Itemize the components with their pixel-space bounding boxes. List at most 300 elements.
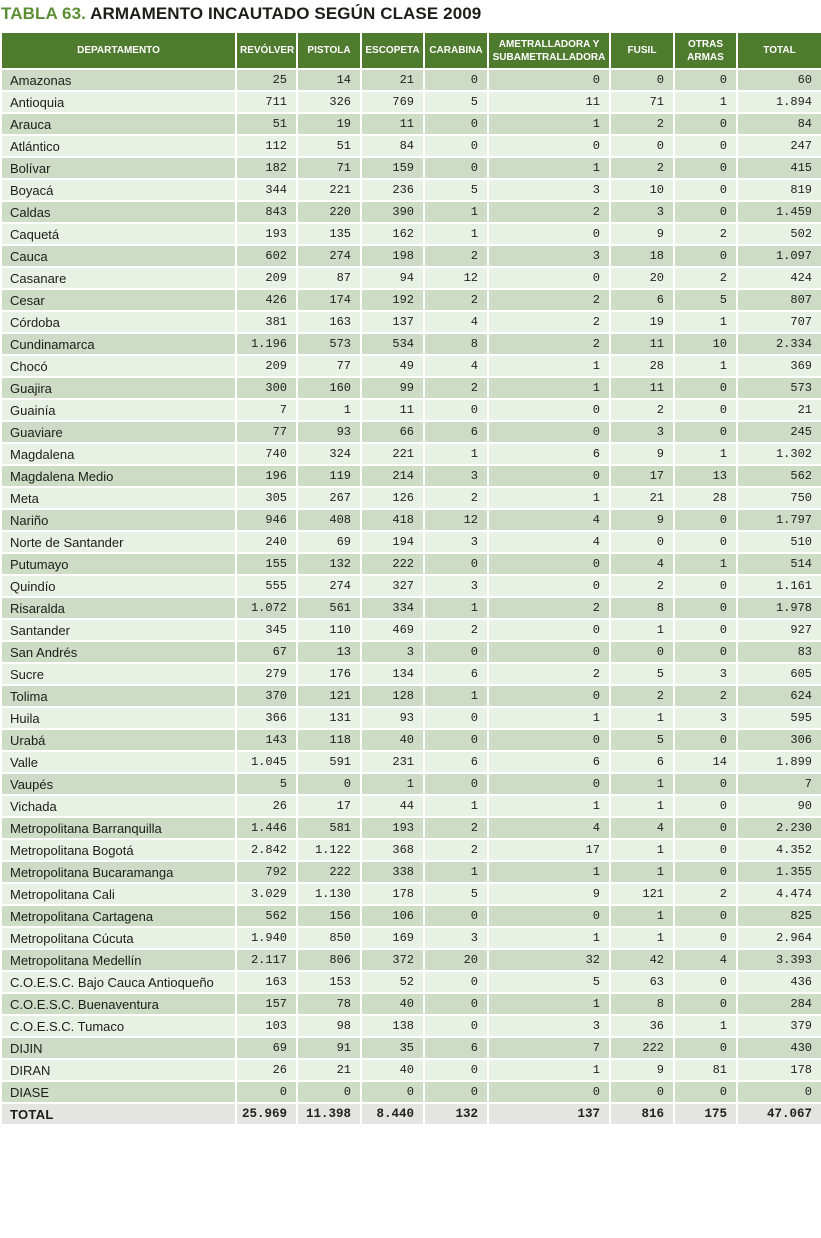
value-cell: 0 xyxy=(236,1081,297,1103)
value-cell: 2.842 xyxy=(236,839,297,861)
value-cell: 14 xyxy=(674,751,737,773)
value-cell: 573 xyxy=(737,377,821,399)
table-row xyxy=(1,707,821,729)
value-cell: 1 xyxy=(610,707,674,729)
value-cell: 5 xyxy=(424,179,488,201)
value-cell: 4 xyxy=(488,817,610,839)
value-cell: 510 xyxy=(737,531,821,553)
value-cell: 42 xyxy=(610,949,674,971)
value-cell: 21 xyxy=(737,399,821,421)
value-cell: 8 xyxy=(610,597,674,619)
value-cell: 137 xyxy=(488,1103,610,1125)
table-row xyxy=(1,421,821,443)
column-header: REVÓLVER xyxy=(236,32,297,69)
value-cell: 0 xyxy=(674,575,737,597)
value-cell: 591 xyxy=(297,751,361,773)
value-cell: 178 xyxy=(737,1059,821,1081)
value-cell: 3 xyxy=(424,465,488,487)
value-cell: 2.230 xyxy=(737,817,821,839)
value-cell: 132 xyxy=(424,1103,488,1125)
value-cell: 534 xyxy=(361,333,424,355)
value-cell: 819 xyxy=(737,179,821,201)
value-cell: 3 xyxy=(361,641,424,663)
department-cell: Metropolitana Cúcuta xyxy=(1,927,236,949)
column-header: FUSIL xyxy=(610,32,674,69)
value-cell: 2 xyxy=(488,597,610,619)
value-cell: 1.130 xyxy=(297,883,361,905)
value-cell: 0 xyxy=(674,971,737,993)
value-cell: 5 xyxy=(424,883,488,905)
value-cell: 40 xyxy=(361,729,424,751)
table-row xyxy=(1,1081,821,1103)
table-row xyxy=(1,817,821,839)
value-cell: 77 xyxy=(236,421,297,443)
value-cell: 110 xyxy=(297,619,361,641)
value-cell: 20 xyxy=(424,949,488,971)
value-cell: 305 xyxy=(236,487,297,509)
value-cell: 0 xyxy=(674,641,737,663)
value-cell: 7 xyxy=(488,1037,610,1059)
value-cell: 0 xyxy=(674,69,737,91)
table-row xyxy=(1,575,821,597)
value-cell: 561 xyxy=(297,597,361,619)
value-cell: 84 xyxy=(361,135,424,157)
value-cell: 69 xyxy=(297,531,361,553)
value-cell: 8 xyxy=(610,993,674,1015)
value-cell: 220 xyxy=(297,201,361,223)
value-cell: 740 xyxy=(236,443,297,465)
value-cell: 1 xyxy=(488,861,610,883)
value-cell: 430 xyxy=(737,1037,821,1059)
department-cell: Caquetá xyxy=(1,223,236,245)
table-row xyxy=(1,839,821,861)
table-row xyxy=(1,641,821,663)
department-cell: Vaupés xyxy=(1,773,236,795)
value-cell: 47.067 xyxy=(737,1103,821,1125)
value-cell: 850 xyxy=(297,927,361,949)
value-cell: 163 xyxy=(236,971,297,993)
value-cell: 0 xyxy=(674,619,737,641)
department-cell: Metropolitana Bucaramanga xyxy=(1,861,236,883)
value-cell: 11 xyxy=(610,377,674,399)
value-cell: 36 xyxy=(610,1015,674,1037)
value-cell: 118 xyxy=(297,729,361,751)
value-cell: 21 xyxy=(361,69,424,91)
value-cell: 0 xyxy=(488,685,610,707)
value-cell: 1 xyxy=(361,773,424,795)
value-cell: 21 xyxy=(610,487,674,509)
value-cell: 0 xyxy=(610,641,674,663)
value-cell: 1 xyxy=(488,993,610,1015)
value-cell: 1 xyxy=(610,905,674,927)
value-cell: 2.964 xyxy=(737,927,821,949)
table-row xyxy=(1,949,821,971)
value-cell: 2 xyxy=(488,289,610,311)
value-cell: 83 xyxy=(737,641,821,663)
value-cell: 163 xyxy=(297,311,361,333)
value-cell: 381 xyxy=(236,311,297,333)
value-cell: 222 xyxy=(297,861,361,883)
value-cell: 2 xyxy=(424,377,488,399)
value-cell: 9 xyxy=(610,1059,674,1081)
value-cell: 128 xyxy=(361,685,424,707)
value-cell: 192 xyxy=(361,289,424,311)
value-cell: 415 xyxy=(737,157,821,179)
value-cell: 3 xyxy=(424,927,488,949)
value-cell: 0 xyxy=(488,619,610,641)
value-cell: 4 xyxy=(424,311,488,333)
value-cell: 1 xyxy=(424,223,488,245)
department-cell: Norte de Santander xyxy=(1,531,236,553)
value-cell: 3 xyxy=(488,179,610,201)
value-cell: 221 xyxy=(361,443,424,465)
value-cell: 0 xyxy=(674,817,737,839)
table-row xyxy=(1,663,821,685)
value-cell: 3 xyxy=(674,663,737,685)
value-cell: 194 xyxy=(361,531,424,553)
value-cell: 806 xyxy=(297,949,361,971)
department-cell: Metropolitana Cartagena xyxy=(1,905,236,927)
value-cell: 209 xyxy=(236,267,297,289)
value-cell: 222 xyxy=(361,553,424,575)
value-cell: 6 xyxy=(488,751,610,773)
value-cell: 0 xyxy=(424,729,488,751)
table-row xyxy=(1,267,821,289)
value-cell: 1 xyxy=(488,927,610,949)
value-cell: 0 xyxy=(674,399,737,421)
value-cell: 3.393 xyxy=(737,949,821,971)
value-cell: 0 xyxy=(610,1081,674,1103)
value-cell: 1 xyxy=(424,685,488,707)
department-cell: Urabá xyxy=(1,729,236,751)
value-cell: 0 xyxy=(674,377,737,399)
value-cell: 18 xyxy=(610,245,674,267)
value-cell: 69 xyxy=(236,1037,297,1059)
value-cell: 2 xyxy=(674,685,737,707)
value-cell: 1.045 xyxy=(236,751,297,773)
value-cell: 267 xyxy=(297,487,361,509)
value-cell: 1.894 xyxy=(737,91,821,113)
value-cell: 0 xyxy=(674,509,737,531)
value-cell: 240 xyxy=(236,531,297,553)
table-row xyxy=(1,465,821,487)
value-cell: 0 xyxy=(674,531,737,553)
table-title-label: TABLA 63. xyxy=(1,4,86,23)
value-cell: 1 xyxy=(488,355,610,377)
table-row xyxy=(1,69,821,91)
value-cell: 4 xyxy=(488,509,610,531)
department-cell: Cundinamarca xyxy=(1,333,236,355)
department-cell: Metropolitana Bogotá xyxy=(1,839,236,861)
value-cell: 4 xyxy=(488,531,610,553)
value-cell: 338 xyxy=(361,861,424,883)
value-cell: 418 xyxy=(361,509,424,531)
value-cell: 816 xyxy=(610,1103,674,1125)
value-cell: 93 xyxy=(297,421,361,443)
value-cell: 13 xyxy=(674,465,737,487)
department-cell: Guainía xyxy=(1,399,236,421)
department-cell: DIASE xyxy=(1,1081,236,1103)
value-cell: 5 xyxy=(236,773,297,795)
value-cell: 0 xyxy=(488,465,610,487)
value-cell: 1 xyxy=(674,91,737,113)
table-row xyxy=(1,1015,821,1037)
value-cell: 344 xyxy=(236,179,297,201)
department-cell: C.O.E.S.C. Bajo Cauca Antioqueño xyxy=(1,971,236,993)
value-cell: 372 xyxy=(361,949,424,971)
value-cell: 11 xyxy=(610,333,674,355)
value-cell: 11 xyxy=(361,399,424,421)
value-cell: 2 xyxy=(674,267,737,289)
value-cell: 21 xyxy=(297,1059,361,1081)
value-cell: 112 xyxy=(236,135,297,157)
department-cell: Atlántico xyxy=(1,135,236,157)
value-cell: 0 xyxy=(674,179,737,201)
value-cell: 7 xyxy=(737,773,821,795)
value-cell: 78 xyxy=(297,993,361,1015)
value-cell: 40 xyxy=(361,993,424,1015)
value-cell: 71 xyxy=(297,157,361,179)
department-cell: Magdalena Medio xyxy=(1,465,236,487)
value-cell: 573 xyxy=(297,333,361,355)
value-cell: 0 xyxy=(488,905,610,927)
value-cell: 245 xyxy=(737,421,821,443)
department-cell: Putumayo xyxy=(1,553,236,575)
value-cell: 2 xyxy=(488,663,610,685)
value-cell: 2 xyxy=(424,487,488,509)
value-cell: 326 xyxy=(297,91,361,113)
value-cell: 17 xyxy=(610,465,674,487)
value-cell: 198 xyxy=(361,245,424,267)
value-cell: 0 xyxy=(488,575,610,597)
value-cell: 3.029 xyxy=(236,883,297,905)
value-cell: 60 xyxy=(737,69,821,91)
value-cell: 87 xyxy=(297,267,361,289)
value-cell: 11.398 xyxy=(297,1103,361,1125)
table-row xyxy=(1,289,821,311)
department-cell: Meta xyxy=(1,487,236,509)
value-cell: 843 xyxy=(236,201,297,223)
table-row xyxy=(1,531,821,553)
value-cell: 324 xyxy=(297,443,361,465)
value-cell: 28 xyxy=(674,487,737,509)
table-row xyxy=(1,553,821,575)
value-cell: 0 xyxy=(674,905,737,927)
value-cell: 0 xyxy=(674,773,737,795)
value-cell: 176 xyxy=(297,663,361,685)
department-cell: Antioquia xyxy=(1,91,236,113)
table-row xyxy=(1,927,821,949)
value-cell: 159 xyxy=(361,157,424,179)
value-cell: 1.355 xyxy=(737,861,821,883)
value-cell: 1 xyxy=(610,839,674,861)
value-cell: 2 xyxy=(424,817,488,839)
value-cell: 624 xyxy=(737,685,821,707)
value-cell: 157 xyxy=(236,993,297,1015)
value-cell: 408 xyxy=(297,509,361,531)
value-cell: 0 xyxy=(488,69,610,91)
value-cell: 193 xyxy=(236,223,297,245)
value-cell: 769 xyxy=(361,91,424,113)
value-cell: 94 xyxy=(361,267,424,289)
value-cell: 1 xyxy=(488,795,610,817)
value-cell: 2 xyxy=(488,333,610,355)
value-cell: 131 xyxy=(297,707,361,729)
table-row xyxy=(1,971,821,993)
value-cell: 17 xyxy=(297,795,361,817)
value-cell: 345 xyxy=(236,619,297,641)
value-cell: 1 xyxy=(488,113,610,135)
value-cell: 2 xyxy=(488,201,610,223)
value-cell: 0 xyxy=(737,1081,821,1103)
value-cell: 0 xyxy=(488,641,610,663)
table-title-text: ARMAMENTO INCAUTADO SEGÚN CLASE 2009 xyxy=(90,4,482,23)
department-cell: Amazonas xyxy=(1,69,236,91)
value-cell: 1 xyxy=(488,377,610,399)
table-row xyxy=(1,245,821,267)
value-cell: 20 xyxy=(610,267,674,289)
value-cell: 370 xyxy=(236,685,297,707)
value-cell: 0 xyxy=(610,531,674,553)
value-cell: 51 xyxy=(297,135,361,157)
value-cell: 0 xyxy=(674,1037,737,1059)
value-cell: 143 xyxy=(236,729,297,751)
value-cell: 182 xyxy=(236,157,297,179)
table-row xyxy=(1,179,821,201)
column-header: OTRAS ARMAS xyxy=(674,32,737,69)
table-row xyxy=(1,135,821,157)
value-cell: 1.797 xyxy=(737,509,821,531)
value-cell: 162 xyxy=(361,223,424,245)
value-cell: 300 xyxy=(236,377,297,399)
value-cell: 0 xyxy=(488,399,610,421)
value-cell: 1 xyxy=(674,1015,737,1037)
value-cell: 132 xyxy=(297,553,361,575)
value-cell: 137 xyxy=(361,311,424,333)
table-row xyxy=(1,729,821,751)
value-cell: 5 xyxy=(424,91,488,113)
value-cell: 4 xyxy=(610,553,674,575)
value-cell: 6 xyxy=(424,421,488,443)
department-cell: Arauca xyxy=(1,113,236,135)
department-cell: Metropolitana Barranquilla xyxy=(1,817,236,839)
value-cell: 231 xyxy=(361,751,424,773)
table-row xyxy=(1,113,821,135)
value-cell: 9 xyxy=(488,883,610,905)
value-cell: 0 xyxy=(610,69,674,91)
value-cell: 71 xyxy=(610,91,674,113)
value-cell: 1.122 xyxy=(297,839,361,861)
department-cell: Valle xyxy=(1,751,236,773)
value-cell: 2.117 xyxy=(236,949,297,971)
value-cell: 3 xyxy=(488,1015,610,1037)
department-cell: Casanare xyxy=(1,267,236,289)
table-row xyxy=(1,619,821,641)
value-cell: 306 xyxy=(737,729,821,751)
value-cell: 2 xyxy=(488,311,610,333)
value-cell: 0 xyxy=(488,421,610,443)
value-cell: 11 xyxy=(488,91,610,113)
value-cell: 581 xyxy=(297,817,361,839)
value-cell: 2 xyxy=(424,245,488,267)
value-cell: 5 xyxy=(674,289,737,311)
value-cell: 2 xyxy=(610,113,674,135)
value-cell: 0 xyxy=(297,773,361,795)
value-cell: 9 xyxy=(610,509,674,531)
value-cell: 595 xyxy=(737,707,821,729)
value-cell: 11 xyxy=(361,113,424,135)
value-cell: 77 xyxy=(297,355,361,377)
value-cell: 7 xyxy=(236,399,297,421)
value-cell: 19 xyxy=(610,311,674,333)
value-cell: 99 xyxy=(361,377,424,399)
value-cell: 0 xyxy=(424,157,488,179)
table-row xyxy=(1,377,821,399)
department-cell: Caldas xyxy=(1,201,236,223)
value-cell: 2.334 xyxy=(737,333,821,355)
value-cell: 35 xyxy=(361,1037,424,1059)
table-row xyxy=(1,157,821,179)
value-cell: 0 xyxy=(674,201,737,223)
value-cell: 379 xyxy=(737,1015,821,1037)
value-cell: 1.459 xyxy=(737,201,821,223)
value-cell: 81 xyxy=(674,1059,737,1081)
department-cell: Chocó xyxy=(1,355,236,377)
value-cell: 66 xyxy=(361,421,424,443)
table-row xyxy=(1,399,821,421)
value-cell: 0 xyxy=(424,993,488,1015)
value-cell: 6 xyxy=(424,663,488,685)
value-cell: 126 xyxy=(361,487,424,509)
table-row xyxy=(1,883,821,905)
value-cell: 0 xyxy=(424,69,488,91)
value-cell: 1 xyxy=(424,795,488,817)
value-cell: 366 xyxy=(236,707,297,729)
value-cell: 1 xyxy=(424,201,488,223)
value-cell: 14 xyxy=(297,69,361,91)
table-row xyxy=(1,333,821,355)
table-row xyxy=(1,1059,821,1081)
table-row xyxy=(1,487,821,509)
value-cell: 5 xyxy=(610,729,674,751)
value-cell: 25 xyxy=(236,69,297,91)
value-cell: 436 xyxy=(737,971,821,993)
value-cell: 0 xyxy=(424,399,488,421)
value-cell: 390 xyxy=(361,201,424,223)
table-row xyxy=(1,597,821,619)
value-cell: 562 xyxy=(236,905,297,927)
value-cell: 106 xyxy=(361,905,424,927)
column-header: CARABINA xyxy=(424,32,488,69)
value-cell: 707 xyxy=(737,311,821,333)
department-cell: Sucre xyxy=(1,663,236,685)
value-cell: 0 xyxy=(674,113,737,135)
value-cell: 3 xyxy=(424,575,488,597)
value-cell: 98 xyxy=(297,1015,361,1037)
value-cell: 4.352 xyxy=(737,839,821,861)
table-row xyxy=(1,685,821,707)
value-cell: 1 xyxy=(610,773,674,795)
value-cell: 0 xyxy=(674,993,737,1015)
table-row xyxy=(1,751,821,773)
department-cell: Cauca xyxy=(1,245,236,267)
table-row xyxy=(1,443,821,465)
department-cell: C.O.E.S.C. Buenaventura xyxy=(1,993,236,1015)
value-cell: 1 xyxy=(674,553,737,575)
table-row xyxy=(1,311,821,333)
value-cell: 119 xyxy=(297,465,361,487)
value-cell: 927 xyxy=(737,619,821,641)
